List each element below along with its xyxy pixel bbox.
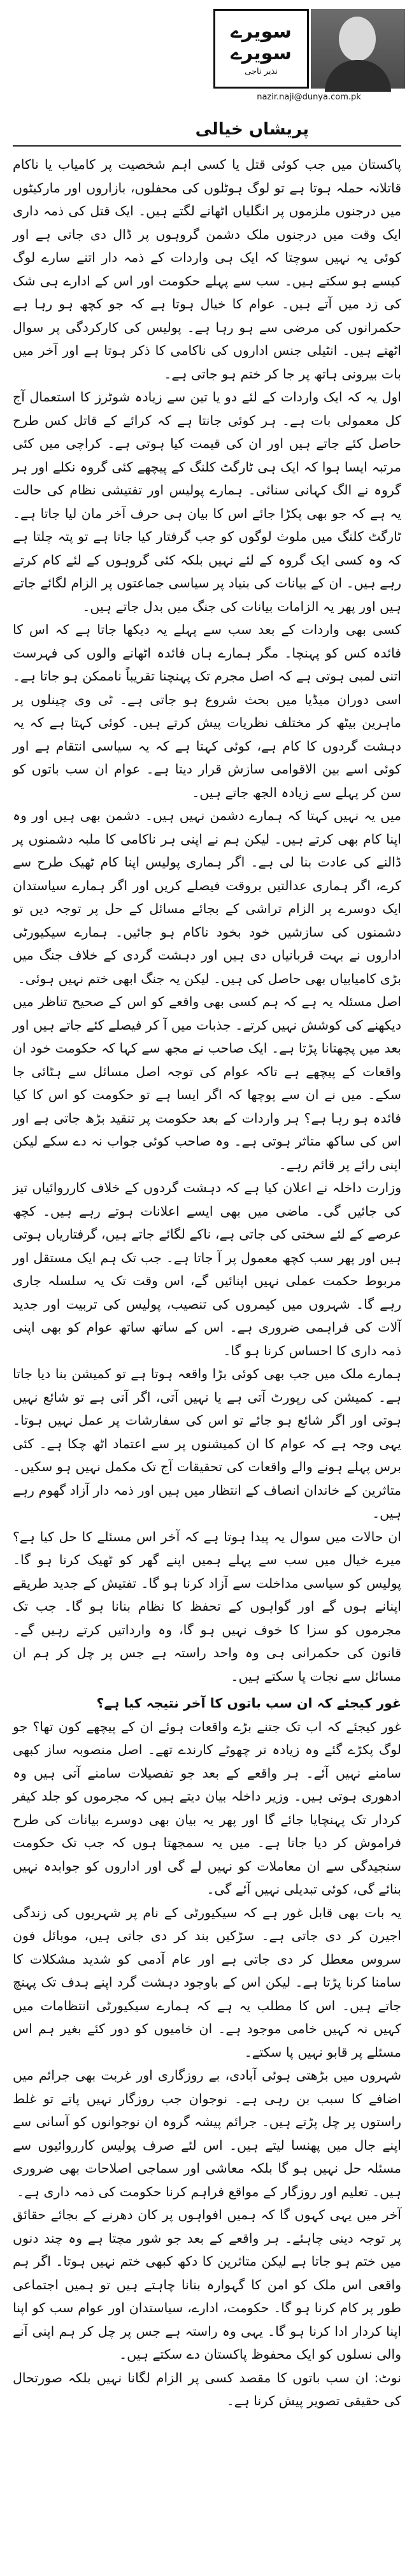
article-paragraph: وزارت داخلہ نے اعلان کیا ہے کہ دہشت گردوں کے خلاف کارروائیاں تیز کی جائیں گی۔ ماضی میں بھی ایسے اعلانات ہوتے رہے ہیں۔ کچھ عرصے کے لئے سختی کی جاتی ہے، ناکے لگائے جاتے ہیں، گرفتاریاں ہوتی ہیں اور پھر سب کچھ معمول پر آ جاتا ہے۔ جب تک ہم ایک مستقل اور مربوط حکمت عملی نہیں اپنائیں گے، اس وقت تک یہ سلسلہ جاری رہے گا۔ شہروں میں کیمروں کی تنصیب، پولیس کی تربیت اور جدید آلات کی فراہمی ضروری ہے۔ اس کے ساتھ ساتھ عوام کو بھی اپنی ذمہ داری کا احساس کرنا ہو گا۔ [13, 1180, 401, 1358]
article-paragraph: ہمارے ملک میں جب بھی کوئی بڑا واقعہ ہوتا ہے تو کمیشن بنا دیا جاتا ہے۔ کمیشن کی رپورٹ آتی ہے یا نہیں آتی، اگر آتی ہے تو شائع نہیں ہوتی اور اگر شائع ہو جائے تو اس کی سفارشات پر عمل نہیں ہوتا۔ یہی وجہ ہے کہ عوام کا ان کمیشنوں پر سے اعتماد اٹھ چکا ہے۔ کئی برس پہلے ہونے والے واقعات کی تحقیقات آج تک مکمل نہیں ہو سکیں۔ متاثرین کے خاندان انصاف کے انتظار میں ہیں اور ذمہ دار آزاد گھوم رہے ہیں۔ [13, 1366, 401, 1521]
article-paragraph: غور کیجئے کہ اب تک جتنے بڑے واقعات ہوئے ان کے پیچھے کون تھا؟ جو لوگ پکڑے گئے وہ زیادہ تر چھوٹے کارندے تھے۔ اصل منصوبہ ساز کبھی سامنے نہیں آئے۔ ہر واقعے کے بعد جو تفصیلات سامنے آتی ہیں وہ ادھوری ہوتی ہیں۔ وزیر داخلہ بیان دیتے ہیں کہ مجرموں کو جلد کیفر کردار تک پہنچایا جائے گا اور پھر یہ بیان بھی دوسرے بیانات کی طرح فراموش کر دیا جاتا ہے۔ میں یہ سمجھتا ہوں کہ جب تک حکومت سنجیدگی سے ان معاملات کو نہیں لے گی اور اداروں کو جوابدہ نہیں بنائے گی، کوئی تبدیلی نہیں آئے گی۔ [13, 1718, 401, 1897]
header-divider [13, 145, 401, 147]
article-paragraph: اصل مسئلہ یہ ہے کہ ہم کسی بھی واقعے کو اس کے صحیح تناظر میں دیکھنے کی کوشش نہیں کرتے۔ جذبات میں آ کر فیصلے کئے جاتے ہیں اور بعد میں پچھتانا پڑتا ہے۔ ایک صاحب نے مجھ سے کہا کہ حکومت خود ان واقعات کے پیچھے ہے تاکہ عوام کی توجہ اصل مسائل سے ہٹائی جا سکے۔ میں نے ان سے پوچھا کہ اگر ایسا ہے تو حکومت کو اس کا کیا فائدہ ہو رہا ہے؟ ہر واردات کے بعد حکومت پر تنقید بڑھ جاتی ہے اور اس کی ساکھ متاثر ہوتی ہے۔ وہ صاحب کوئی جواب نہ دے سکے لیکن اپنی رائے پر قائم رہے۔ [12, 994, 401, 1172]
article-paragraph: اول یہ کہ ایک واردات کے لئے دو یا تین سے زیادہ شوٹرز کا استعمال آج کل معمولی بات ہے۔ ہر کوئی جانتا ہے کہ کرائے کے قاتل کس طرح حاصل کئے جاتے ہیں اور ان کی قیمت کیا ہوتی ہے۔ کراچی میں کئی مرتبہ ایسا ہوا کہ ایک ہی ٹارگٹ کلنگ کے پیچھے کئی گروہ نکلے اور ہر گروہ نے الگ کہانی سنائی۔ ہمارے پولیس اور تفتیشی نظام کی حالت یہ ہے کہ جو بھی پکڑا جائے اس کا بیان ہی حرف آخر مان لیا جاتا ہے۔ ٹارگٹ کلنگ میں ملوث لوگوں کو جب گرفتار کیا جاتا ہے تو پتہ چلتا ہے کہ وہ کسی ایک گروہ کے لئے نہیں بلکہ کئی گروہوں کے لئے کام کرتے رہے ہیں۔ ان کے بیانات کی بنیاد پر سیاسی جماعتوں پر الزام لگائے جاتے ہیں اور پھر یہ الزامات بیانات کی جنگ میں بدل جاتے ہیں۔ [13, 389, 401, 614]
article-paragraph: یہ بات بھی قابل غور ہے کہ سیکیورٹی کے نام پر شہریوں کی زندگی اجیرن کر دی جاتی ہے۔ سڑکیں بند کر دی جاتی ہیں، موبائل فون سروس معطل کر دی جاتی ہے اور عام آدمی کو شدید مشکلات کا سامنا کرنا پڑتا ہے۔ لیکن اس کے باوجود دہشت گرد اپنے ہدف تک پہنچ جاتے ہیں۔ اس کا مطلب یہ ہے کہ ہمارے سیکیورٹی انتظامات میں کہیں نہ کہیں خامی موجود ہے۔ ان خامیوں کو دور کئے بغیر ہم اس مسئلے پر قابو نہیں پا سکتے۔ [13, 1904, 401, 2060]
article-paragraph: کسی بھی واردات کے بعد سب سے پہلے یہ دیکھا جاتا ہے کہ اس کا فائدہ کس کو پہنچا۔ مگر ہمارے ہاں فائدہ اٹھانے والوں کی فہرست اتنی لمبی ہوتی ہے کہ اصل مجرم تک پہنچنا تقریباً ناممکن ہو جاتا ہے۔ اسی دوران میڈیا میں بحث شروع ہو جاتی ہے۔ ٹی وی چینلوں پر ماہرین بیٹھ کر مختلف نظریات پیش کرتے ہیں۔ کوئی کہتا ہے کہ یہ دہشت گردوں کا کام ہے، کوئی کہتا ہے کہ یہ سیاسی انتقام ہے اور کوئی اسے بین الاقوامی سازش قرار دیتا ہے۔ عوام ان سب باتوں کو سن کر پہلے سے زیادہ الجھ جاتے ہیں۔ [13, 622, 401, 800]
author-name: نذیر ناجی [245, 67, 278, 76]
logo-title-line2: سویرے [231, 42, 292, 64]
column-header [0, 0, 414, 139]
article-subheading: غور کیجئے کہ ان سب باتوں کا آخر نتیجہ کیا ہے؟ [96, 1695, 401, 1711]
article-paragraph: آخر میں یہی کہوں گا کہ ہمیں افواہوں پر کان دھرنے کے بجائے حقائق پر توجہ دینی چاہئے۔ ہر واقعے کے بعد جو شور مچتا ہے وہ چند دنوں میں ختم ہو جاتا ہے لیکن متاثرین کا دکھ کبھی ختم نہیں ہوتا۔ اگر ہم واقعی اس ملک کو امن کا گہوارہ بنانا چاہتے ہیں تو ہمیں اجتماعی طور پر کام کرنا ہو گا۔ حکومت، ادارے، سیاستدان اور عوام سب کو اپنا اپنا کردار ادا کرنا ہو گا۔ یہی وہ راستہ ہے جس پر چل کر ہم اپنی آنے والی نسلوں کو ایک محفوظ پاکستان دے سکتے ہیں۔ [13, 2207, 402, 2362]
author-email: nazir.naji@dunya.com.pk [257, 92, 361, 102]
article-body [13, 153, 401, 2413]
article-paragraph: شہروں میں بڑھتی ہوئی آبادی، بے روزگاری اور غربت بھی جرائم میں اضافے کا سبب بن رہی ہے۔ نوجوان جب روزگار نہیں پاتے تو غلط راستوں پر چل پڑتے ہیں۔ جرائم پیشہ گروہ ان نوجوانوں کو آسانی سے اپنے جال میں پھنسا لیتے ہیں۔ اس لئے صرف پولیس کارروائیوں سے مسئلہ حل نہیں ہو گا بلکہ معاشی اور سماجی اصلاحات بھی ضروری ہیں۔ تعلیم اور روزگار کے مواقع فراہم کرنا حکومت کی ذمہ داری ہے۔ [13, 2068, 401, 2199]
article-paragraph: پاکستان میں جب کوئی قتل یا کسی اہم شخصیت پر کامیاب یا ناکام قاتلانہ حملہ ہوتا ہے تو لوگ ہوٹلوں کی محفلوں، بازاروں اور مارکیٹوں میں درجنوں ملزموں پر انگلیاں اٹھانے لگتے ہیں۔ ایک قتل کی ذمہ داری ایک وقت میں درجنوں ملک دشمن گروہوں پر ڈال دی جاتی ہے اور کوئی یہ نہیں سوچتا کہ ایک ہی واردات کے ذمہ دار اتنے سارے لوگ کیسے ہو سکتے ہیں۔ سب سے پہلے حکومت اور اس کے ادارے ہی شک کی زد میں آتے ہیں۔ عوام کا خیال ہوتا ہے کہ جو کچھ ہو رہا ہے حکمرانوں کی مرضی سے ہو رہا ہے۔ پولیس کی کارکردگی پر سوال اٹھتے ہیں۔ انٹیلی جنس اداروں کی ناکامی کا ذکر ہوتا ہے اور آخر میں بات بیرونی ہاتھ پر جا کر ختم ہو جاتی ہے۔ [13, 157, 401, 382]
author-portrait [311, 9, 405, 89]
logo-title-line1: سویرے [231, 20, 292, 43]
column-logo [213, 9, 309, 89]
article-footnote: نوٹ: ان سب باتوں کا مقصد کسی پر الزام لگانا نہیں بلکہ صورتحال کی حقیقی تصویر پیش کرنا ہے۔ [13, 2370, 401, 2408]
article-paragraph: میں یہ نہیں کہتا کہ ہمارے دشمن نہیں ہیں۔ دشمن بھی ہیں اور وہ اپنا کام بھی کرتے ہیں۔ لیکن ہم نے اپنی ہر ناکامی کا ملبہ دشمنوں پر ڈالنے کی عادت بنا لی ہے۔ اگر ہماری پولیس اپنا کام ٹھیک طرح سے کرے، اگر ہماری عدالتیں بروقت فیصلے کریں اور اگر ہمارے سیاستدان ایک دوسرے پر الزام تراشی کے بجائے مسائل کے حل پر توجہ دیں تو دشمنوں کی سازشیں خود بخود ناکام ہو جائیں۔ ہمارے سیکیورٹی اداروں نے بہت قربانیاں دی ہیں اور دہشت گردی کے خلاف جنگ میں بڑی کامیابیاں بھی حاصل کی ہیں۔ لیکن یہ جنگ ابھی ختم نہیں ہوئی۔ [13, 808, 401, 986]
column-title: پریشاں خیالی [195, 120, 309, 139]
portrait-body-shape [325, 60, 391, 92]
article-paragraph: ان حالات میں سوال یہ پیدا ہوتا ہے کہ آخر اس مسئلے کا حل کیا ہے؟ میرے خیال میں سب سے پہلے ہمیں اپنے گھر کو ٹھیک کرنا ہو گا۔ پولیس کو سیاسی مداخلت سے آزاد کرنا ہو گا۔ تفتیش کے جدید طریقے اپنانے ہوں گے اور گواہوں کے تحفظ کا نظام بنانا ہو گا۔ جب تک مجرموں کو سزا کا خوف نہیں ہو گا، وہ وارداتیں کرتے رہیں گے۔ قانون کی حکمرانی ہی وہ واحد راستہ ہے جس پر چل کر ہم ان مسائل سے نجات پا سکتے ہیں۔ [13, 1529, 401, 1684]
portrait-head-shape [339, 17, 376, 61]
